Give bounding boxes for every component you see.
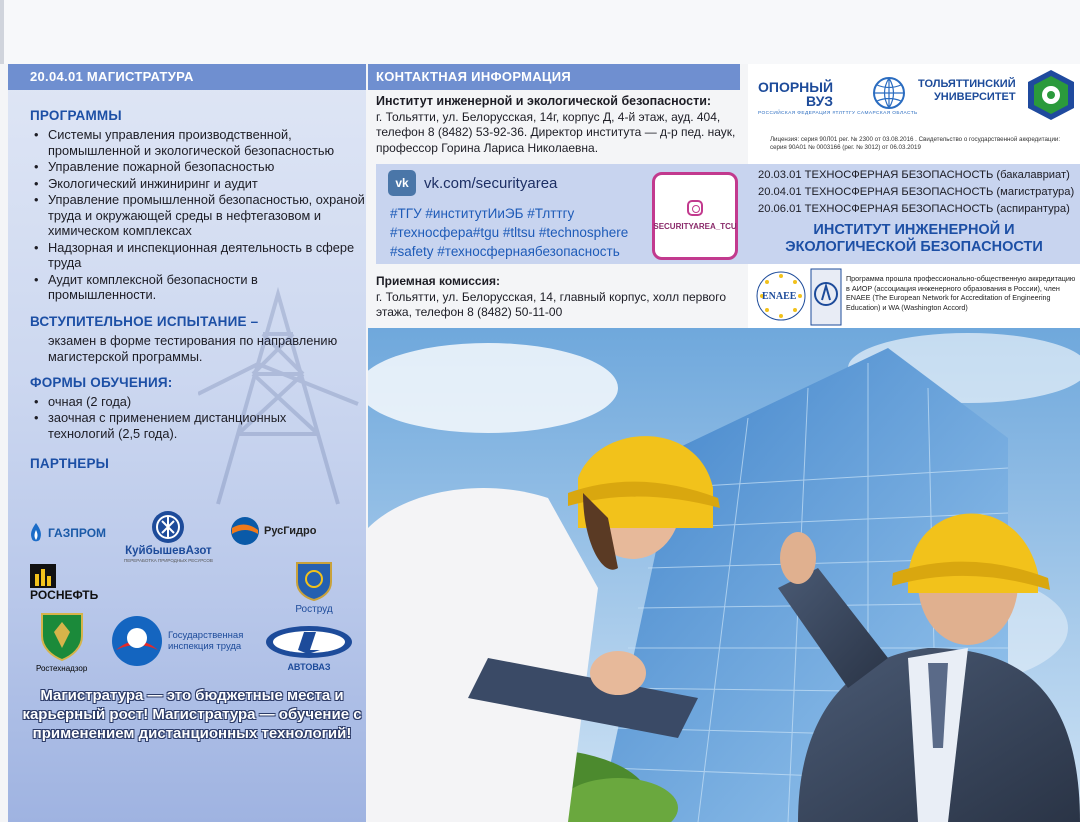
opornyi-vuz-logo xyxy=(758,80,833,108)
institute-title: Институт инженерной и экологической безопасности: xyxy=(376,94,712,108)
program-item: • Аудит комплексной безопасности в промышленности. xyxy=(34,272,366,303)
git-circle-icon xyxy=(110,614,164,668)
forms-list xyxy=(34,394,334,442)
direction-item: 20.03.01 ТЕХНОСФЕРНАЯ БЕЗОПАСНОСТЬ (бакалавриат) xyxy=(758,169,1070,181)
exam-title: ВСТУПИТЕЛЬНОЕ ИСПЫТАНИЕ – xyxy=(30,313,259,329)
programs-title: ПРОГРАММЫ xyxy=(30,108,122,123)
forms-title: ФОРМЫ ОБУЧЕНИЯ: xyxy=(30,374,173,390)
engineers-photo xyxy=(368,328,1080,822)
institute-address: г. Тольятти, ул. Белорусская, 14г, корпус Д, 4-й этаж, ауд. 404, телефон 8 (8482) 53-92-36. Директор института — д-р пед. наук, профессор Горина Лариса Николаевна. xyxy=(376,109,736,155)
git-logo xyxy=(110,614,260,668)
instagram-qr-card[interactable] xyxy=(652,172,738,260)
rostekhnadzor-emblem-icon xyxy=(38,610,86,662)
left-column xyxy=(8,64,366,822)
program-item: • Надзорная и инспекционная деятельность в сфере труда xyxy=(34,240,366,271)
rosneft-icon xyxy=(30,564,56,588)
admission-contact xyxy=(376,274,746,321)
avtovaz-boat-icon xyxy=(264,624,354,660)
engineers-photo-illustration xyxy=(368,328,1080,822)
directions-box xyxy=(748,164,1080,264)
top-strip xyxy=(0,0,1080,64)
tgu-line2: УНИВЕРСИТЕТ xyxy=(933,91,1016,103)
vk-link[interactable]: vk.com/securityarea xyxy=(424,174,558,192)
instagram-handle: SECURITYAREA_TCU xyxy=(653,222,737,231)
form-item: • заочная с применением дистанционных технологий (2,5 года). xyxy=(34,410,334,441)
avtovaz-logo xyxy=(264,624,354,672)
instagram-icon xyxy=(687,200,703,216)
social-box xyxy=(376,164,748,264)
git-label: Государственная инспекция труда xyxy=(168,630,244,652)
rostrud-shield-icon xyxy=(294,560,334,602)
program-item: • Экологический инжиниринг и аудит xyxy=(34,176,366,192)
university-logos xyxy=(748,64,1080,164)
gazprom-label: ГАЗПРОМ xyxy=(48,526,107,540)
institute-name: ИНСТИТУТ ИНЖЕНЕРНОЙ И ЭКОЛОГИЧЕСКОЙ БЕЗОПАСНОСТИ xyxy=(785,222,1043,255)
direction-item: 20.06.01 ТЕХНОСФЕРНАЯ БЕЗОПАСНОСТЬ (аспирантура) xyxy=(758,203,1070,215)
rostekhnadzor-label: Ростехнадзор xyxy=(36,664,88,673)
kuibyshevazot-label: КуйбышевАзот xyxy=(125,545,212,557)
direction-item: 20.04.01 ТЕХНОСФЕРНАЯ БЕЗОПАСНОСТЬ (магистратура) xyxy=(758,186,1075,198)
enaee-label: ENAEE xyxy=(762,291,797,302)
vk-icon: vk xyxy=(388,170,416,196)
brochure-page xyxy=(8,64,1080,822)
tgu-logo xyxy=(918,78,1016,104)
rostekhnadzor-logo xyxy=(36,610,87,673)
hashtags: #ТГУ #институтИиЭБ #Тлттгу #техносфера#tgu #tltsu #technosphere #safety #техносфернаябезопасность xyxy=(390,206,629,259)
vk-row xyxy=(388,170,557,196)
admission-title: Приемная комиссия: xyxy=(376,274,500,288)
partners-logos xyxy=(8,514,366,694)
vuz-label: ВУЗ xyxy=(806,93,834,109)
tgu-line1: ТОЛЬЯТТИНСКИЙ xyxy=(918,78,1016,90)
motto-text: Магистратура — это бюджетные места и карьерный рост! Магистратура — обучение с применением дистанционных технологий! xyxy=(22,687,362,742)
rushydro-label: РусГидро xyxy=(264,525,317,537)
rostrud-label: Роструд xyxy=(295,604,333,615)
partners-title: ПАРТНЕРЫ xyxy=(30,456,110,471)
program-item: • Управление промышленной безопасностью, охраной труда и окружающей среды в нефтегазовом и химическом комплексах xyxy=(34,192,366,239)
program-item: • Системы управления производственной, промышленной и экологической безопасностью xyxy=(34,127,366,158)
kuibyshevazot-emblem-icon xyxy=(151,510,185,544)
gazprom-flame-icon xyxy=(28,522,44,544)
globe-icon xyxy=(872,76,906,110)
exam-text: экзамен в форме тестирования по направлению магистерской программы. xyxy=(48,332,338,364)
rosneft-logo xyxy=(30,564,98,602)
program-item: • Управление пожарной безопасностью xyxy=(34,159,366,175)
rushydro-icon xyxy=(230,516,260,546)
gazprom-logo xyxy=(28,522,106,544)
opornyi-label: ОПОРНЫЙ xyxy=(758,79,834,95)
programs-list xyxy=(34,127,366,303)
aior-logo-icon xyxy=(810,268,842,326)
rostrud-logo xyxy=(294,560,334,615)
tgu-small: РОССИЙСКАЯ ФЕДЕРАЦИЯ #ТЛТТГУ САМАРСКАЯ ОБЛАСТЬ xyxy=(758,111,918,116)
degree-header: 20.04.01 МАГИСТРАТУРА xyxy=(8,64,366,90)
license-text: Лицензия: серия 90Л01 рег. № 2300 от 03.08.2016 . Свидетельство о государственной аккредитации: серия 90А01 № 0003166 (рег. № 3012) от 06.03.2019 xyxy=(770,136,1061,151)
avtovaz-label: АВТОВАЗ xyxy=(287,662,331,672)
form-item: • очная (2 года) xyxy=(34,394,334,410)
rushydro-logo xyxy=(230,516,316,546)
kuibyshevazot-sub: ПЕРЕРАБОТКА ПРИРОДНЫХ РЕСУРСОВ xyxy=(124,558,213,563)
accreditation-box xyxy=(748,264,1080,328)
institute-contact xyxy=(376,94,744,156)
rosneft-label: РОСНЕФТЬ xyxy=(30,588,99,602)
contact-header: КОНТАКТНАЯ ИНФОРМАЦИЯ xyxy=(368,64,740,90)
institute-emblem-icon xyxy=(1024,68,1078,122)
kuibyshevazot-logo xyxy=(124,510,213,563)
accreditation-text: Программа прошла профессионально-общественную аккредитацию в АИОР (ассоциация инженерного образования в России), член ENAEE (The European Network for Accreditation of Engineering Education) и WA (Washington Accord) xyxy=(846,274,1076,312)
admission-address: г. Тольятти, ул. Белорусская, 14, главный корпус, холл первого этажа, телефон 8 (8482) 50-11-00 xyxy=(376,289,727,319)
